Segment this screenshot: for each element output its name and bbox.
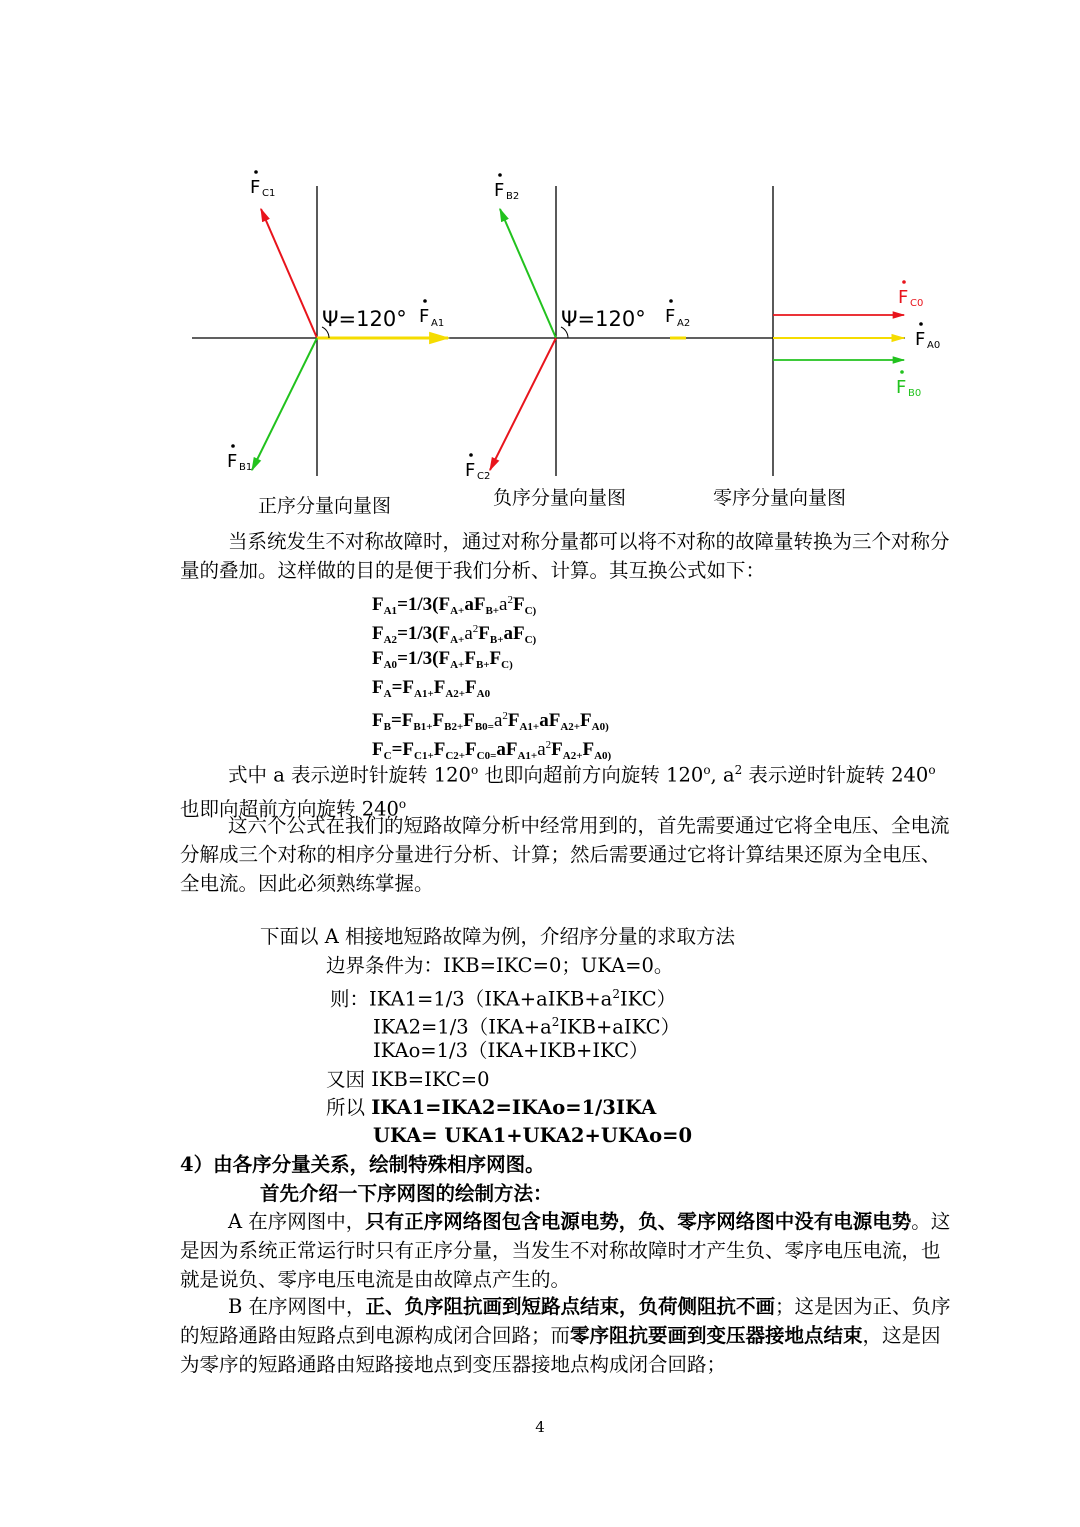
- sequence-vector-diagrams: [0, 150, 1080, 530]
- label-fa0: [915, 322, 940, 351]
- svg-text:F: F: [465, 460, 476, 481]
- svg-text:A2: A2: [677, 318, 691, 329]
- svg-text:A1: A1: [431, 318, 445, 329]
- svg-text:F: F: [898, 287, 909, 308]
- point-a-paragraph: A 在序网图中，只有正序网络图包含电源电势，负、零序网络图中没有电源电势。这是因为系统正常运行时只有正序分量，当发生不对称故障时才产生负、零序电压电流，也就是说负、零序电压电流是由故障点产生的。: [180, 1210, 951, 1291]
- page-number: 4: [535, 1418, 545, 1436]
- formula-fb: $F_B=F_{B1+}F_{B2+}F_{B0=}a^2F_{A1+}aF_{A2+}F_{A0)}$: [372, 710, 609, 733]
- section-4-heading: 4）由各序分量关系，绘制特殊相序网图。: [180, 1153, 545, 1176]
- svg-text:C0: C0: [910, 298, 924, 309]
- svg-text:F: F: [665, 306, 676, 327]
- label-fb1: [227, 444, 252, 473]
- caption-positive-sequence: 正序分量向量图: [258, 495, 392, 517]
- vector-fb2: [500, 209, 556, 338]
- boundary-condition: 边界条件为：IKB=IKC=0；UKA=0。: [326, 954, 674, 977]
- formula-fa: $F_A=F_{A1+}F_{A2+}F_{A0}$: [372, 677, 491, 700]
- formula-fa0: $F_{A0}=1/3(F_{A+}F_{B+}F_{C)}$: [372, 648, 513, 671]
- label-fc2: [465, 453, 490, 482]
- point-b-paragraph: B 在序网图中，正、负序阻抗画到短路点结束，负荷侧阻抗不画；这是因为正、负序的短路通路由短路点到电源构成闭合回路；而零序阻抗要画到变压器接地点结束，这是因为零序的短路通路由短路接地点到变压器接地点构成闭合回路；: [180, 1295, 951, 1376]
- rotation-explanation: 式中 a 表示逆时针旋转 120$^o$ 也即向超前方向旋转 120$^o$, $a^2$ 表示逆时针旋转 240$^o$ 也即向超前方向旋转 240$^o$: [180, 763, 936, 820]
- equation-ika2: $IKA2=1/3(IKA+a^2IKB+aIKC)$: [373, 1015, 681, 1039]
- svg-text:F: F: [250, 177, 261, 198]
- svg-text:F: F: [419, 306, 430, 327]
- label-fc1: [250, 170, 275, 199]
- svg-text:B1: B1: [239, 462, 253, 473]
- label-fc0: [898, 280, 923, 309]
- label-fb0: [896, 370, 921, 399]
- svg-text:C1: C1: [262, 188, 276, 199]
- svg-text:F: F: [227, 451, 238, 472]
- equation-result-voltage: UKA= UKA1+UKA2+UKAo=0: [373, 1124, 693, 1147]
- formula-fa1: $F_{A1}=1/3(F_{A+}aF_{B+}a^2F_{C)}$: [372, 594, 537, 617]
- equation-ika0: IKAo=1/3（IKA+IKB+IKC）: [373, 1039, 649, 1062]
- angle-label-positive: Ψ=120°: [322, 307, 407, 331]
- svg-text:A0: A0: [927, 340, 941, 351]
- svg-text:F: F: [494, 180, 505, 201]
- label-fb2: [494, 173, 519, 202]
- label-fa1: [419, 299, 444, 329]
- svg-text:F: F: [896, 377, 907, 398]
- equation-result-current: 所以 IKA1=IKA2=IKAo=1/3IKA: [326, 1096, 657, 1119]
- vector-fb1: [252, 338, 317, 470]
- intro-paragraph: 当系统发生不对称故障时，通过对称分量都可以将不对称的故障量转换为三个对称分量的叠加。这样做的目的是便于我们分析、计算。其互换公式如下：: [180, 530, 950, 582]
- svg-text:B2: B2: [506, 191, 520, 202]
- svg-text:F: F: [915, 329, 926, 350]
- svg-text:C2: C2: [477, 471, 491, 482]
- section-4-subheading: 首先介绍一下序网图的绘制方法：: [260, 1182, 553, 1205]
- equation-ika1: 则：$IKA1=1/3(IKA+aIKB+a^2IKC)$: [330, 987, 677, 1011]
- example-intro: 下面以 A 相接地短路故障为例，介绍序分量的求取方法: [260, 925, 735, 948]
- formula-fc: $F_C=F_{C1+}F_{C2+}F_{C0=}aF_{A1+}a^2F_{A2+}F_{A0)}$: [372, 739, 612, 762]
- svg-text:B0: B0: [908, 388, 922, 399]
- six-formulas-paragraph: 这六个公式在我们的短路故障分析中经常用到的，首先需要通过它将全电压、全电流分解成三个对称的相序分量进行分析、计算；然后需要通过它将计算结果还原为全电压、全电流。因此必须熟练掌握。: [180, 814, 950, 895]
- angle-label-negative: Ψ=120°: [561, 307, 646, 331]
- label-fa2: [665, 299, 690, 329]
- vector-fc1: [261, 209, 317, 338]
- formula-fa2: $F_{A2}=1/3(F_{A+}a^2F_{B+}aF_{C)}$: [372, 623, 537, 646]
- caption-zero-sequence: 零序分量向量图: [713, 487, 847, 509]
- vector-fc2: [490, 338, 556, 470]
- caption-negative-sequence: 负序分量向量图: [493, 487, 627, 509]
- equation-again: 又因 IKB=IKC=0: [326, 1068, 490, 1091]
